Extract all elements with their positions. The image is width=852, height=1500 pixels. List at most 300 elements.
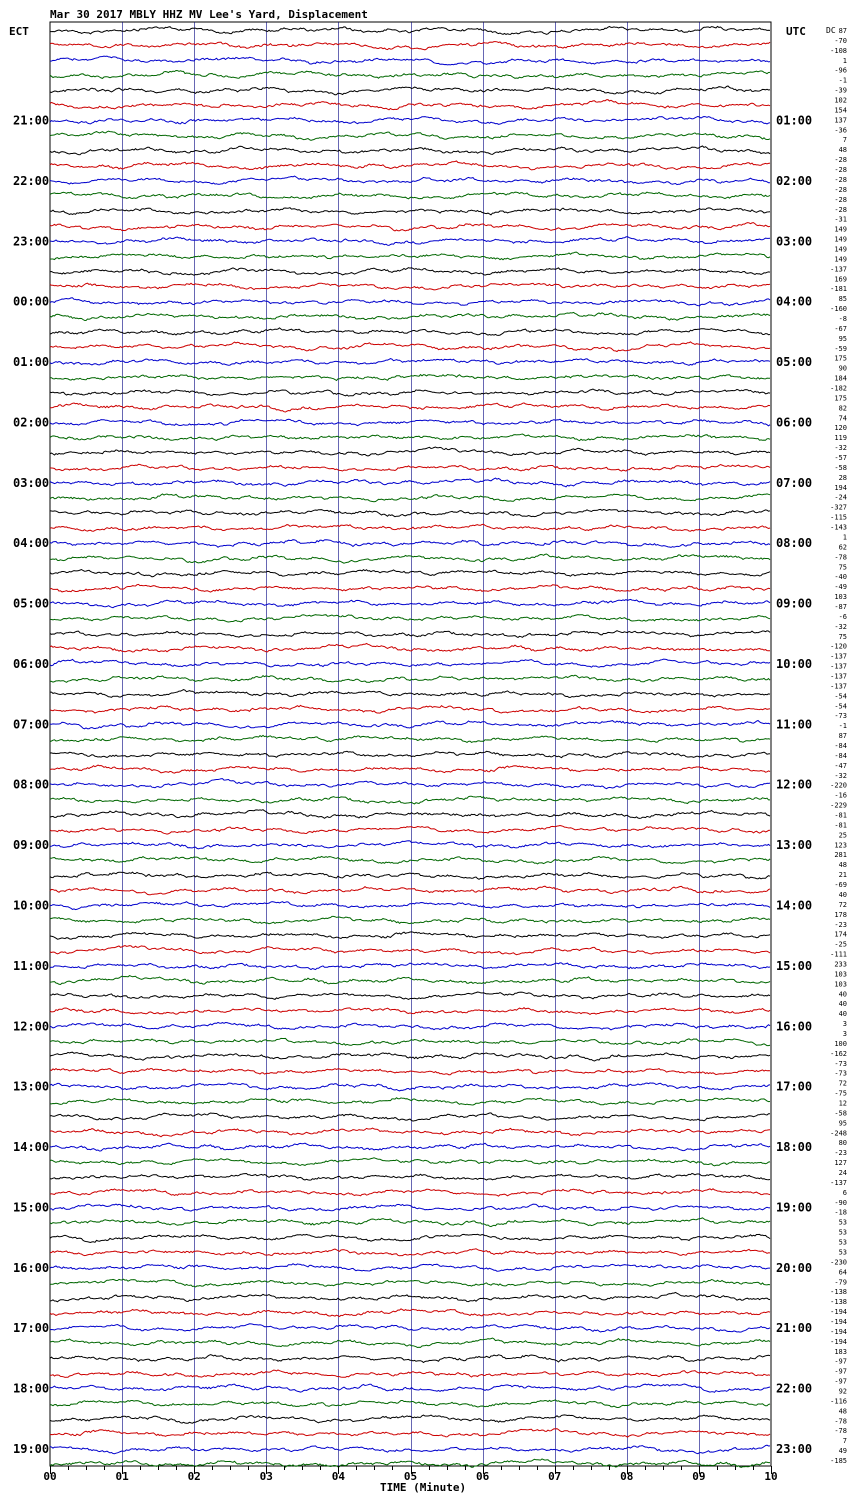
dc-offset-value: 103	[834, 593, 847, 602]
left-timezone-label: ECT	[9, 25, 29, 38]
ect-hour-label: 11:00	[13, 958, 50, 973]
utc-hour-label: 12:00	[776, 777, 813, 792]
trace-row-10	[50, 176, 770, 185]
trace-row-49	[50, 765, 770, 773]
trace-row-31	[50, 494, 770, 502]
dc-offset-value: 48	[838, 1407, 847, 1416]
ect-hour-label: 01:00	[13, 355, 50, 370]
x-tick-label: 03	[259, 1470, 273, 1483]
trace-row-74	[50, 1143, 770, 1151]
dc-offset-value: -54	[834, 702, 847, 711]
trace-row-42	[50, 659, 770, 667]
dc-offset-value: 194	[834, 483, 847, 492]
dc-offset-value: -84	[834, 751, 847, 760]
dc-offset-value: -116	[830, 1397, 847, 1406]
dc-offset-value: 174	[834, 930, 847, 939]
dc-offset-value: -39	[834, 86, 847, 95]
trace-row-33	[50, 524, 770, 531]
seismic-traces	[50, 26, 770, 1467]
dc-header: DC	[826, 26, 836, 35]
dc-offset-value: -138	[830, 1298, 847, 1307]
dc-offset-value: 25	[838, 831, 847, 840]
x-axis-label: TIME (Minute)	[380, 1481, 467, 1494]
dc-offset-value: -58	[834, 463, 847, 472]
x-tick-label: 10	[764, 1470, 778, 1483]
trace-row-68	[50, 1052, 770, 1061]
trace-row-66	[50, 1022, 770, 1030]
trace-row-75	[50, 1158, 770, 1166]
dc-offset-value: -194	[830, 1317, 847, 1326]
dc-offset-value: 75	[838, 563, 847, 572]
dc-offset-value: 127	[834, 1159, 847, 1168]
trace-row-51	[50, 796, 770, 804]
trace-row-29	[50, 464, 770, 471]
utc-hour-label: 13:00	[776, 838, 813, 853]
dc-offset-value: -90	[834, 1198, 847, 1207]
dc-offset-value: -81	[834, 811, 847, 820]
dc-offset-value: -23	[834, 1149, 847, 1158]
dc-offset-value: -32	[834, 444, 847, 453]
trace-row-3	[50, 71, 770, 79]
dc-offset-value: -79	[834, 1278, 847, 1287]
dc-offset-value: 103	[834, 970, 847, 979]
utc-hour-label: 16:00	[776, 1019, 813, 1034]
trace-row-94	[50, 1445, 770, 1454]
trace-row-52	[50, 810, 770, 819]
trace-row-8	[50, 146, 770, 155]
trace-row-64	[50, 992, 770, 999]
trace-row-35	[50, 554, 770, 563]
trace-row-50	[50, 779, 770, 789]
dc-offset-value: 12	[838, 1099, 847, 1108]
dc-offset-value: -87	[834, 602, 847, 611]
dc-offset-value: -67	[834, 324, 847, 333]
ect-hour-label: 14:00	[13, 1140, 50, 1155]
trace-row-69	[50, 1069, 770, 1075]
trace-row-90	[50, 1384, 770, 1392]
dc-offset-value: -32	[834, 771, 847, 780]
trace-row-65	[50, 1008, 770, 1015]
utc-hour-label: 23:00	[776, 1441, 813, 1456]
trace-row-58	[50, 902, 770, 910]
trace-row-14	[50, 237, 770, 246]
dc-offset-value: -57	[834, 454, 847, 463]
ect-hour-label: 15:00	[13, 1200, 50, 1215]
dc-offset-value: -143	[830, 523, 847, 532]
trace-row-89	[50, 1370, 770, 1377]
trace-row-32	[50, 509, 770, 516]
trace-row-86	[50, 1324, 770, 1332]
dc-offset-value: 100	[834, 1039, 847, 1048]
dc-offset-value: 53	[838, 1228, 847, 1237]
dc-offset-value: -28	[834, 195, 847, 204]
trace-row-54	[50, 841, 770, 849]
trace-row-17	[50, 283, 770, 290]
dc-offset-value: -138	[830, 1288, 847, 1297]
dc-offset-value: 178	[834, 910, 847, 919]
dc-offset-value: 82	[838, 404, 847, 413]
trace-row-93	[50, 1429, 770, 1437]
dc-offset-value: -6	[838, 612, 847, 621]
trace-row-70	[50, 1083, 770, 1091]
trace-row-60	[50, 932, 770, 939]
dc-offset-value: -28	[834, 166, 847, 175]
utc-hour-label: 08:00	[776, 536, 813, 551]
dc-offset-value: 184	[834, 374, 847, 383]
trace-row-44	[50, 690, 770, 698]
dc-offset-value: 149	[834, 255, 847, 264]
dc-offset-value: -182	[830, 384, 847, 393]
dc-offset-value: 28	[838, 473, 847, 482]
trace-row-0	[50, 26, 770, 34]
utc-hour-label: 20:00	[776, 1260, 813, 1275]
dc-offset-value: 3	[842, 1029, 847, 1038]
dc-offset-value: -78	[834, 553, 847, 562]
utc-hour-label: 06:00	[776, 415, 813, 430]
utc-hour-label: 18:00	[776, 1140, 813, 1155]
dc-offset-value: -84	[834, 742, 847, 750]
dc-offset-value: 3	[842, 1020, 847, 1029]
dc-offset-value: -75	[834, 1089, 847, 1098]
dc-offset-value: -70	[834, 36, 847, 45]
dc-offset-value: -248	[830, 1129, 847, 1138]
dc-offset-value: 62	[838, 543, 847, 552]
trace-row-4	[50, 86, 770, 95]
trace-row-25	[50, 403, 770, 412]
trace-row-91	[50, 1400, 770, 1408]
dc-offset-value: 72	[838, 1079, 847, 1088]
dc-offset-value: 90	[838, 364, 847, 373]
x-tick-label: 06	[475, 1470, 490, 1483]
trace-row-30	[50, 478, 770, 487]
trace-row-34	[50, 540, 770, 548]
dc-offset-value: -327	[830, 503, 847, 512]
ect-hour-label: 00:00	[13, 294, 50, 309]
dc-offset-value: 75	[838, 632, 847, 641]
dc-offset-value: 40	[838, 1010, 847, 1019]
trace-row-20	[50, 328, 770, 336]
ect-hour-label: 09:00	[13, 838, 50, 853]
dc-offset-value: 48	[838, 861, 847, 870]
trace-row-67	[50, 1038, 770, 1045]
utc-hour-label: 19:00	[776, 1200, 813, 1215]
trace-row-88	[50, 1355, 770, 1363]
x-tick-label: 08	[620, 1470, 634, 1483]
dc-offset-value: -23	[834, 920, 847, 929]
dc-offset-value: 74	[838, 414, 847, 423]
trace-row-71	[50, 1098, 770, 1105]
dc-offset-value: -28	[834, 185, 847, 194]
trace-row-5	[50, 100, 770, 110]
trace-row-13	[50, 223, 770, 231]
trace-row-61	[50, 946, 770, 955]
dc-offset-value: 53	[838, 1238, 847, 1247]
trace-row-84	[50, 1292, 770, 1301]
trace-row-12	[50, 208, 770, 215]
dc-offset-value: -18	[834, 1208, 847, 1217]
dc-offset-value: 72	[838, 900, 847, 909]
dc-offset-value: -137	[830, 1178, 847, 1187]
right-timezone-label: UTC	[786, 25, 806, 38]
ect-hour-labels	[13, 114, 49, 1456]
utc-hour-label: 05:00	[776, 355, 813, 370]
x-tick-label: 05	[403, 1470, 418, 1483]
dc-offset-value: -24	[834, 493, 847, 502]
dc-offset-value: -25	[834, 940, 847, 949]
trace-row-16	[50, 268, 770, 276]
trace-row-81	[50, 1249, 770, 1256]
trace-row-80	[50, 1234, 770, 1242]
ect-hour-label: 22:00	[13, 173, 50, 188]
dc-offset-value: -58	[834, 1109, 847, 1118]
dc-offset-value: -111	[830, 950, 847, 959]
dc-offset-value: 40	[838, 990, 847, 999]
x-tick-label: 01	[115, 1470, 129, 1483]
dc-offset-value: 102	[834, 96, 847, 105]
dc-offset-value: -97	[834, 1377, 847, 1386]
utc-hour-label: 22:00	[776, 1381, 813, 1396]
trace-row-73	[50, 1128, 770, 1137]
ect-hour-label: 12:00	[13, 1019, 50, 1034]
dc-offset-value: 123	[834, 841, 847, 850]
dc-offset-value: -96	[834, 66, 847, 75]
dc-offset-value: 53	[838, 1248, 847, 1257]
utc-hour-label: 09:00	[776, 596, 813, 611]
dc-offset-value: 40	[838, 1000, 847, 1009]
dc-offset-value: 49	[838, 1447, 847, 1456]
trace-row-46	[50, 721, 770, 729]
trace-row-47	[50, 735, 770, 742]
utc-hour-label: 14:00	[776, 898, 813, 913]
dc-offset-value: 92	[838, 1387, 847, 1396]
x-tick-label: 00	[43, 1470, 57, 1483]
dc-offset-value: 149	[834, 225, 847, 234]
dc-offset-value: 48	[838, 146, 847, 155]
minute-gridlines	[50, 22, 771, 1466]
trace-row-28	[50, 447, 770, 456]
dc-offset-value: 103	[834, 980, 847, 989]
trace-row-1	[50, 42, 770, 50]
trace-row-9	[50, 161, 770, 170]
dc-offset-value: -162	[830, 1049, 847, 1058]
ect-hour-label: 10:00	[13, 898, 50, 913]
utc-hour-label: 03:00	[776, 234, 813, 249]
dc-offset-value: 183	[834, 1347, 847, 1356]
dc-offset-value: 53	[838, 1218, 847, 1227]
trace-row-27	[50, 434, 770, 441]
trace-row-87	[50, 1338, 770, 1348]
trace-row-92	[50, 1415, 770, 1423]
dc-offset-value: -40	[834, 573, 847, 582]
dc-offset-value: -230	[830, 1258, 847, 1267]
dc-offset-value: -59	[834, 344, 847, 353]
dc-offset-value: 281	[834, 851, 847, 860]
trace-row-48	[50, 751, 770, 757]
trace-row-55	[50, 856, 770, 864]
ect-hour-label: 03:00	[13, 475, 50, 490]
dc-offset-value: 24	[838, 1169, 847, 1178]
trace-row-38	[50, 599, 770, 607]
dc-offset-value: -194	[830, 1327, 847, 1336]
dc-offset-value: 1	[842, 533, 847, 542]
trace-row-72	[50, 1113, 770, 1121]
x-tick-label: 02	[187, 1470, 201, 1483]
trace-row-22	[50, 359, 770, 366]
dc-offset-value: 175	[834, 394, 847, 403]
dc-offset-value: 80	[838, 1139, 847, 1148]
dc-offset-value: -108	[830, 46, 847, 55]
trace-row-43	[50, 675, 770, 682]
trace-row-37	[50, 584, 770, 592]
dc-offset-value: -36	[834, 126, 847, 135]
ect-hour-label: 13:00	[13, 1079, 50, 1094]
dc-offset-value: 21	[838, 871, 847, 880]
trace-row-21	[50, 342, 770, 352]
utc-hour-label: 07:00	[776, 475, 813, 490]
dc-offset-value: -81	[834, 821, 847, 830]
chart-title: Mar 30 2017 MBLY HHZ MV Lee's Yard, Displacement	[50, 8, 368, 21]
trace-row-63	[50, 976, 770, 985]
dc-offset-value: 85	[838, 295, 847, 304]
dc-offset-labels	[826, 26, 847, 1465]
dc-offset-value: 40	[838, 890, 847, 899]
dc-offset-value: -181	[830, 285, 847, 294]
dc-offset-value: -32	[834, 622, 847, 631]
dc-offset-value: -194	[830, 1337, 847, 1346]
dc-offset-value: -185	[830, 1457, 847, 1465]
ect-hour-label: 08:00	[13, 777, 50, 792]
ect-hour-label: 18:00	[13, 1381, 50, 1396]
dc-offset-value: 95	[838, 334, 847, 343]
utc-hour-label: 04:00	[776, 294, 813, 309]
trace-row-56	[50, 872, 770, 879]
ect-hour-label: 23:00	[13, 234, 50, 249]
ect-hour-label: 17:00	[13, 1321, 50, 1336]
dc-offset-value: -73	[834, 712, 847, 721]
x-tick-label: 09	[692, 1470, 706, 1483]
trace-row-23	[50, 375, 770, 381]
dc-offset-value: -28	[834, 205, 847, 214]
trace-row-77	[50, 1189, 770, 1196]
trace-row-85	[50, 1309, 770, 1317]
dc-offset-value: 7	[842, 1437, 847, 1446]
dc-offset-value: -73	[834, 1059, 847, 1068]
utc-hour-label: 02:00	[776, 173, 813, 188]
dc-offset-value: -120	[830, 642, 847, 651]
ect-hour-label: 04:00	[13, 536, 50, 551]
dc-offset-value: -229	[830, 801, 847, 810]
ect-hour-label: 06:00	[13, 656, 50, 671]
dc-offset-value: 95	[838, 1119, 847, 1128]
dc-offset-value: -194	[830, 1308, 847, 1317]
ect-hour-label: 05:00	[13, 596, 50, 611]
trace-row-11	[50, 192, 770, 199]
dc-offset-value: 7	[842, 136, 847, 145]
dc-offset-value: -97	[834, 1367, 847, 1376]
dc-offset-value: 175	[834, 354, 847, 363]
trace-row-59	[50, 916, 770, 923]
trace-row-40	[50, 631, 770, 638]
dc-offset-value: 64	[838, 1268, 847, 1277]
trace-row-57	[50, 886, 770, 895]
dc-offset-value: 137	[834, 116, 847, 125]
trace-row-45	[50, 705, 770, 713]
dc-offset-value: -47	[834, 761, 847, 770]
trace-row-2	[50, 56, 770, 65]
dc-offset-value: 154	[834, 106, 847, 115]
plot-frame	[50, 22, 771, 1466]
trace-row-76	[50, 1173, 770, 1180]
dc-offset-value: 169	[834, 275, 847, 284]
dc-offset-value: -28	[834, 156, 847, 165]
trace-row-7	[50, 131, 770, 140]
trace-row-18	[50, 298, 770, 306]
trace-row-24	[50, 389, 770, 396]
dc-offset-value: -137	[830, 652, 847, 661]
trace-row-26	[50, 419, 770, 426]
ect-hour-label: 02:00	[13, 415, 50, 430]
dc-offset-value: -69	[834, 881, 847, 890]
trace-row-82	[50, 1264, 770, 1272]
dc-offset-value: 120	[834, 424, 847, 433]
dc-offset-value: -8	[838, 314, 847, 323]
dc-offset-value: 1	[842, 56, 847, 65]
dc-offset-value: -28	[834, 175, 847, 184]
trace-row-78	[50, 1204, 770, 1211]
trace-row-36	[50, 570, 770, 577]
dc-offset-value: -54	[834, 692, 847, 701]
trace-row-41	[50, 644, 770, 653]
dc-offset-value: 6	[842, 1188, 847, 1197]
trace-row-39	[50, 615, 770, 622]
trace-row-62	[50, 963, 770, 970]
dc-offset-value: -49	[834, 583, 847, 592]
dc-offset-value: 87	[838, 27, 847, 35]
dc-offset-value: 149	[834, 235, 847, 244]
utc-hour-label: 15:00	[776, 958, 813, 973]
dc-offset-value: -220	[830, 781, 847, 790]
trace-row-19	[50, 312, 770, 320]
dc-offset-value: -73	[834, 1069, 847, 1078]
x-tick-label: 04	[331, 1470, 346, 1483]
utc-hour-labels	[776, 114, 812, 1456]
dc-offset-value: -31	[834, 215, 847, 224]
dc-offset-value: -137	[830, 682, 847, 691]
dc-offset-value: -78	[834, 1417, 847, 1426]
dc-offset-value: -137	[830, 662, 847, 671]
dc-offset-value: -115	[830, 513, 847, 522]
dc-offset-value: -16	[834, 791, 847, 800]
ect-hour-label: 19:00	[13, 1441, 50, 1456]
trace-row-79	[50, 1218, 770, 1227]
ect-hour-label: 16:00	[13, 1260, 50, 1275]
utc-hour-label: 01:00	[776, 113, 813, 128]
dc-offset-value: -97	[834, 1357, 847, 1366]
trace-row-15	[50, 252, 770, 260]
x-tick-label: 07	[548, 1470, 562, 1483]
dc-offset-value: -137	[830, 672, 847, 681]
ect-hour-label: 21:00	[13, 113, 50, 128]
utc-hour-label: 11:00	[776, 717, 813, 732]
trace-row-83	[50, 1279, 770, 1287]
dc-offset-value: 233	[834, 960, 847, 969]
utc-hour-label: 17:00	[776, 1079, 813, 1094]
dc-offset-value: 119	[834, 434, 847, 443]
utc-hour-label: 21:00	[776, 1321, 813, 1336]
dc-offset-value: 87	[838, 732, 847, 741]
utc-hour-label: 10:00	[776, 656, 813, 671]
dc-offset-value: 149	[834, 245, 847, 254]
